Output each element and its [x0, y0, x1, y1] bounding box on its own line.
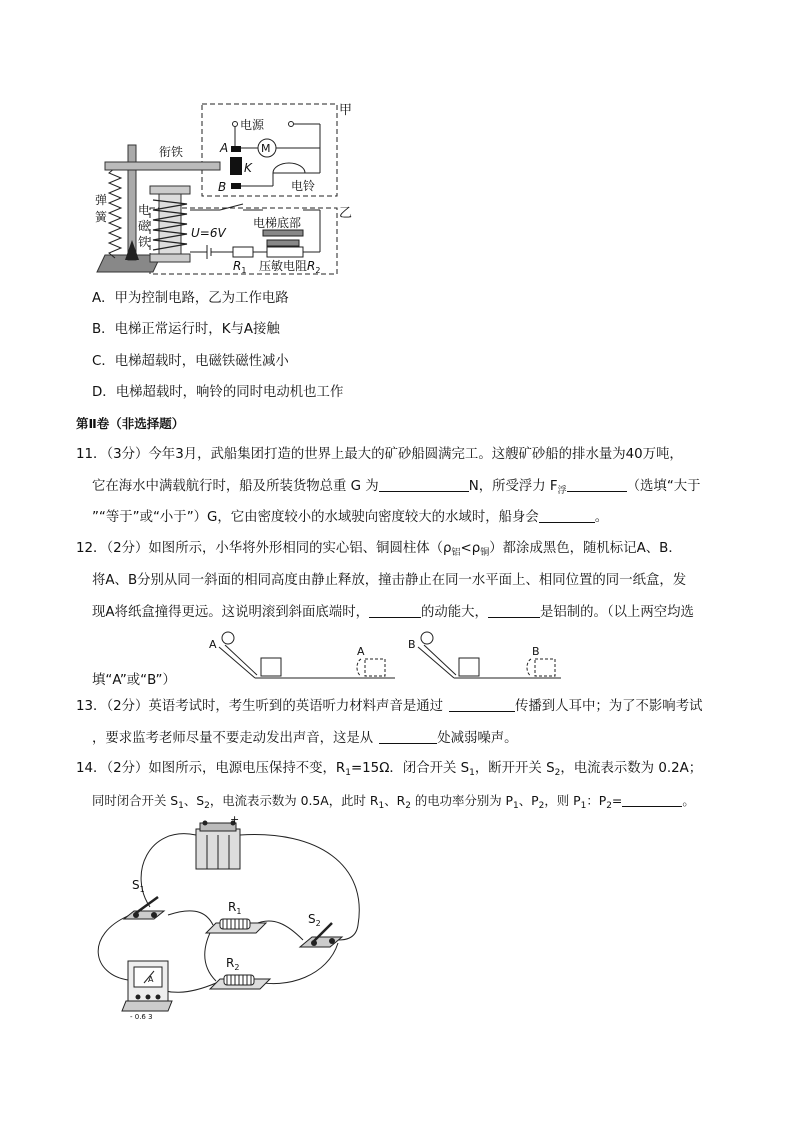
- q12-text: 现A将纸盒撞得更远。这说明滚到斜面底端时，: [92, 605, 369, 620]
- contact-b: [231, 183, 241, 189]
- magnet-top-cap: [150, 186, 190, 194]
- q13-text: 13．（2分）英语考试时，考生听到的英语听力材料声音是通过: [76, 699, 444, 714]
- spring: [109, 168, 121, 258]
- switch-k-label: K: [244, 161, 252, 175]
- wire: [205, 927, 216, 981]
- q12-text: ）都涂成黑色，随机标记A、B．: [489, 541, 682, 556]
- spring-label-2: 簧: [95, 210, 108, 224]
- elevator-platform: [263, 230, 303, 236]
- label-yi: 乙: [339, 206, 353, 221]
- q14-text: 、R: [384, 793, 406, 808]
- q14-sub: 2: [554, 768, 561, 778]
- q12-blank-2[interactable]: [488, 603, 540, 618]
- q14-sub: 2: [204, 801, 210, 811]
- box-a-start: [261, 658, 281, 676]
- bell-label: 电铃: [291, 179, 316, 193]
- q14-text: ：P: [586, 793, 607, 808]
- ramp-a-label: A: [209, 638, 217, 651]
- q14-text: 。: [682, 793, 695, 808]
- resistor-r2: [210, 975, 270, 989]
- q14-sub: 1: [469, 768, 475, 778]
- q12-blank-1[interactable]: [369, 603, 421, 618]
- q14-text: 、S: [183, 793, 205, 808]
- q11-line-2: [92, 477, 701, 500]
- motor-label: M: [261, 142, 271, 155]
- ammeter-label: A: [148, 975, 154, 984]
- magnet-label-1: 电: [138, 203, 151, 217]
- q14-blank-1[interactable]: [622, 792, 682, 807]
- s1-label: $S_1$: [132, 878, 145, 894]
- wire: [253, 943, 338, 984]
- option-d: D．电梯超载时，响铃的同时电动机也工作: [92, 385, 344, 400]
- switch-k: [230, 157, 242, 175]
- q14-line-1: [76, 760, 702, 782]
- q14-sub: 1: [513, 801, 519, 811]
- q11-line-3: [92, 508, 608, 527]
- q13-text: 处减弱噪声。: [437, 731, 518, 746]
- q14-sub: 1: [580, 801, 587, 811]
- q11-sub: 浮: [557, 486, 567, 496]
- q13-text: ，要求监考老师尽量不要走动发出声音，这是从: [92, 731, 374, 746]
- pressure-plate: [267, 240, 299, 246]
- r2-label: $R_2$: [226, 956, 240, 972]
- contact-a-label: A: [220, 141, 229, 155]
- q14-sub: 2: [405, 801, 411, 811]
- armature-label: 衔铁: [159, 145, 184, 159]
- q14-text: =: [611, 793, 623, 808]
- section-heading: 第Ⅱ卷（非选择题）: [76, 416, 185, 431]
- q12-text: 12．（2分）如图所示，小华将外形相同的实心铝、铜圆柱体（ρ: [76, 541, 452, 556]
- q12-sub: 铜: [480, 548, 490, 558]
- q12-text: 是铝制的。（以上两空均选: [539, 605, 694, 620]
- resistor-r1: [206, 919, 266, 933]
- battery-plus: +: [230, 815, 240, 826]
- q14-text: ，则 P: [544, 793, 581, 808]
- power-label: 电源: [240, 118, 265, 132]
- elevator-circuit-figure: [95, 100, 365, 280]
- armature-bar: [105, 162, 220, 170]
- q13-blank-1[interactable]: [449, 697, 515, 712]
- label-jia: 甲: [339, 103, 353, 118]
- spring-label-1: 弹: [95, 193, 108, 207]
- q12-line-4: 填“A”或“B”）: [92, 673, 176, 688]
- contact-a: [231, 146, 241, 152]
- switch-s2[interactable]: [300, 923, 342, 947]
- q12-sub: 铝: [451, 548, 461, 558]
- q14-text: =15Ω．闭合开关 S: [350, 761, 470, 776]
- s2-label: $S_2$: [308, 912, 321, 928]
- q13-line-2: [92, 729, 518, 748]
- contact-b-label: B: [218, 180, 227, 194]
- q13-blank-2[interactable]: [379, 729, 437, 744]
- ramp-figure: [205, 628, 565, 684]
- q12-line-3: [92, 603, 694, 622]
- q14-text: 、P: [518, 793, 539, 808]
- q14-text: ，断开开关 S: [474, 761, 555, 776]
- ammeter: [122, 961, 172, 1011]
- q12-text: <ρ: [460, 541, 481, 556]
- q13-line-1: [76, 697, 702, 716]
- q11-blank-1[interactable]: [379, 477, 469, 492]
- q14-text: ，电流表示数为 0.2A；: [560, 761, 703, 776]
- option-b: B．电梯正常运行时，K与A接触: [92, 322, 280, 337]
- q14-line-2: [92, 792, 695, 815]
- box-b-start: [459, 658, 479, 676]
- ball-b: [421, 632, 433, 644]
- switch-s1[interactable]: [124, 897, 164, 919]
- r1-label: $R_1$: [228, 900, 242, 916]
- box-b-end: [535, 659, 555, 676]
- q11-blank-2[interactable]: [567, 477, 627, 492]
- magnet-bottom-cap: [150, 254, 190, 262]
- q11-text: 。: [594, 510, 609, 525]
- battery: [196, 821, 240, 870]
- ball-a: [222, 632, 234, 644]
- box-b-label: B: [532, 645, 540, 658]
- q12-line-1: [76, 540, 682, 562]
- q14-text: 同时闭合开关 S: [92, 793, 179, 808]
- q11-text: N，所受浮力 F: [468, 479, 558, 494]
- ramp-b-label: B: [408, 638, 416, 651]
- q14-sub: 2: [606, 801, 612, 811]
- q14-text: ，电流表示数为 0.5A，此时 R: [209, 793, 379, 808]
- magnet-label-3: 铁: [138, 235, 151, 249]
- elevator-bottom-label: 电梯底部: [253, 216, 302, 230]
- q14-text: 14．（2分）如图所示，电源电压保持不变，R: [76, 761, 346, 776]
- resistor-r2: [267, 247, 303, 257]
- box-a-label: A: [357, 645, 365, 658]
- q14-sub: 1: [345, 768, 351, 778]
- option-c: C．电梯超载时，电磁铁磁性减小: [92, 354, 289, 369]
- q12-line-2: 将A、B分别从同一斜面的相同高度由静止释放，撞击静止在同一水平面上、相同位置的同一纸盒，发: [92, 573, 687, 588]
- bell: [273, 163, 305, 173]
- voltage-label: U=6V: [191, 226, 226, 240]
- q14-sub: 1: [378, 801, 385, 811]
- resistor-r1: [233, 247, 253, 257]
- magnet-label-2: 磁: [138, 219, 151, 233]
- q13-text: 传播到人耳中；为了不影响考试: [515, 699, 703, 714]
- q11-text: 它在海水中满载航行时，船及所装货物总重 G 为: [92, 479, 379, 494]
- box-a-end: [365, 659, 385, 676]
- wire: [168, 911, 213, 925]
- r1-label: $R_1$: [233, 259, 247, 275]
- q11-line-1: 11．（3分）今年3月，武船集团打造的世界上最大的矿砂船圆满完工。这艘矿砂船的排水量为40万吨，: [76, 447, 683, 462]
- q12-text: 的动能大，: [420, 605, 488, 620]
- q11-text: （选填“大于: [626, 479, 701, 494]
- ammeter-terminals: - 0.6 3: [130, 1013, 153, 1020]
- q14-sub: 1: [178, 801, 184, 811]
- wire: [141, 834, 196, 907]
- q14-text: 的电功率分别为 P: [410, 793, 514, 808]
- q11-blank-3[interactable]: [539, 508, 595, 523]
- q11-text: ”“等于”或“小于”）G，它由密度较小的水域驶向密度较大的水域时，船身会: [92, 510, 539, 525]
- q14-sub: 2: [538, 801, 545, 811]
- option-a: A．甲为控制电路，乙为工作电路: [92, 291, 289, 306]
- pressure-label: 压敏电阻$R_2$: [259, 259, 321, 275]
- circuit-figure: [88, 815, 388, 1020]
- wire: [98, 915, 130, 980]
- pivot: [125, 240, 139, 260]
